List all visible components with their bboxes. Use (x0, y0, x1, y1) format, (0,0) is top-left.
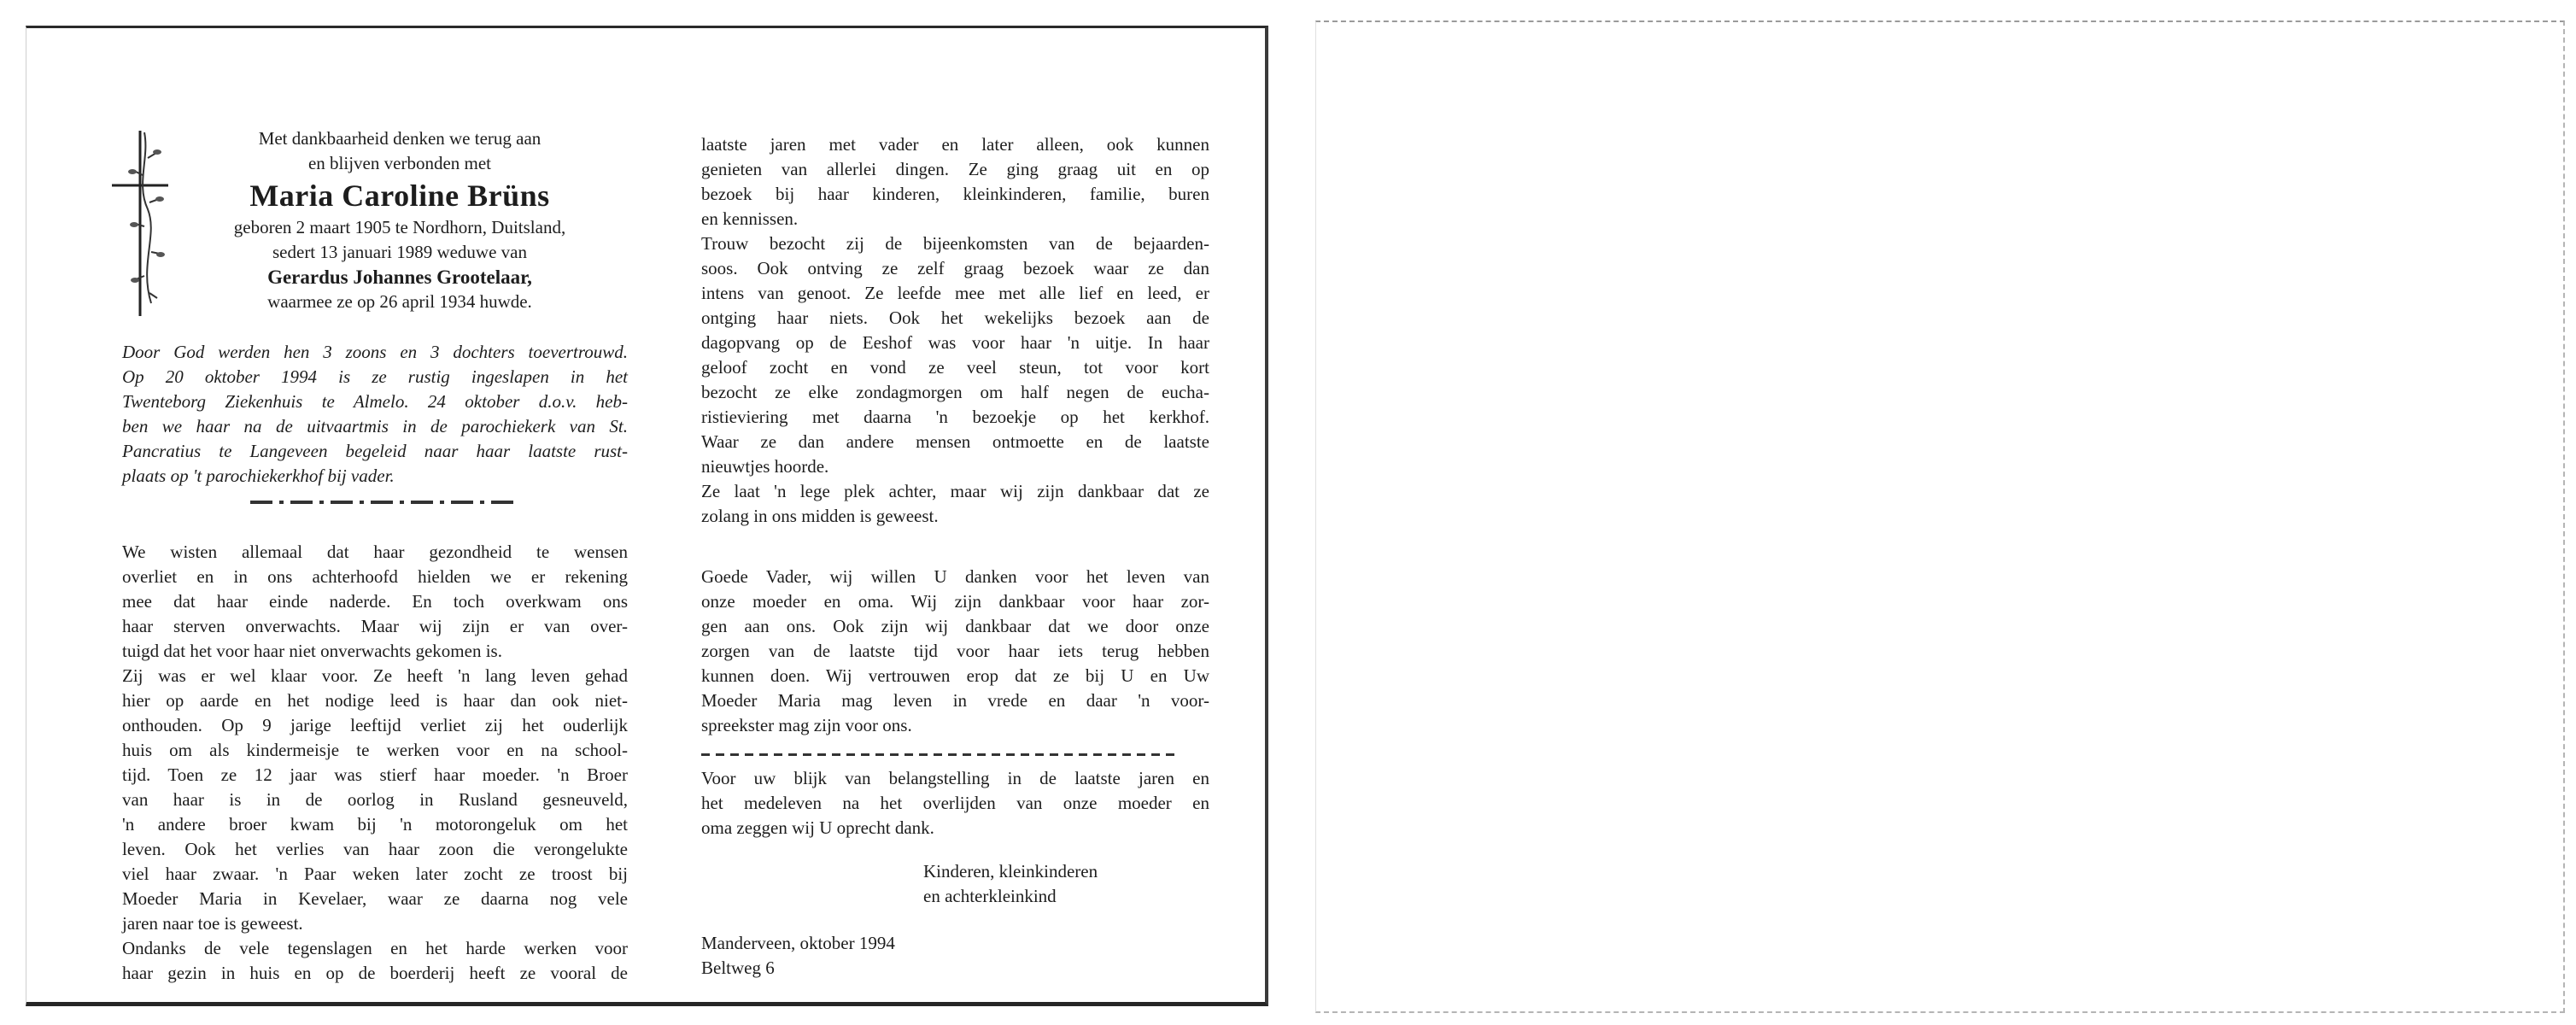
prayer-line: spreekster mag zijn voor ons. (701, 715, 912, 735)
body-line: leven. Ook het verlies van haar zoon die verongelukte (122, 839, 628, 859)
body-line: Ze laat 'n lege plek achter, maar wij zijn dankbaar dat ze (701, 481, 1209, 501)
continuation-text (701, 132, 1209, 529)
body-line: mee dat haar einde naderde. En toch overkwam ons (122, 591, 628, 612)
body-line: We wisten allemaal dat haar gezondheid te wensen (122, 542, 628, 562)
widow-line: sedert 13 januari 1989 weduwe van (272, 242, 527, 262)
thanks-text (701, 766, 1209, 840)
body-line: van haar is in de oorlog in Rusland gesneuveld, (122, 789, 628, 810)
body-line: Zij was er wel klaar voor. Ze heeft 'n lang leven gehad (122, 665, 628, 686)
memorial-card-blank-back (1315, 20, 2565, 1013)
prayer-line: zorgen van de laatste tijd voor haar iets terug hebben (701, 641, 1209, 661)
prayer-line: onze moeder en oma. Wij zijn dankbaar voor haar zor- (701, 591, 1209, 612)
body-line: laatste jaren met vader en later alleen, ook kunnen (701, 134, 1209, 155)
body-line: ristieviering met daarna 'n bezoekje op het kerkhof. (701, 407, 1209, 427)
body-line: haar gezin in huis en op de boerderij heeft ze vooral de (122, 963, 628, 983)
body-line: overliet en in ons achterhoofd hielden we er rekening (122, 566, 628, 587)
body-line: jaren naar toe is geweest. (122, 913, 303, 934)
deceased-name: Maria Caroline Brüns (249, 179, 550, 213)
body-line: Ondanks de vele tegenslagen en het harde werken voor (122, 938, 628, 958)
body-line: intens van genoot. Ze leefde mee met alle lief en leed, er (701, 283, 1209, 303)
body-line: hier op aarde en het nodige leed is haar dan ook niet- (122, 690, 628, 711)
address: Beltweg 6 (701, 958, 775, 978)
intro-line-2: en blijven verbonden met (307, 153, 492, 173)
thanks-line: Voor uw blijk van belangstelling in de laatste jaren en (701, 768, 1209, 788)
body-line: soos. Ook ontving ze zelf graag bezoek waar ze dan (701, 258, 1209, 278)
italic-line: plaats op 't parochiekerkhof bij vader. (122, 466, 395, 486)
body-line: dagopvang op de Eeshof was voor haar 'n uitje. In haar (701, 332, 1209, 353)
signoff-line: en achterkleinkind (923, 886, 1057, 906)
body-line: zolang in ons midden is geweest. (701, 506, 939, 526)
body-line: en kennissen. (701, 208, 799, 229)
family-signoff (923, 859, 1209, 909)
dashed-divider (701, 753, 1180, 756)
body-line: tijd. Toen ze 12 jaar was stierf haar moeder. 'n Broer (122, 764, 628, 785)
spouse-name: Gerardus Johannes Grootelaar, (267, 266, 532, 288)
left-column (122, 126, 628, 986)
birth-line: geboren 2 maart 1905 te Nordhorn, Duitsland, (233, 217, 566, 237)
italic-line: Pancratius te Langeveen begeleid naar haar laatste rust- (122, 441, 628, 461)
body-line: bezoek bij haar kinderen, kleinkinderen, familie, buren (701, 184, 1209, 204)
marriage-line: waarmee ze op 26 april 1934 huwde. (267, 291, 532, 312)
prayer-line: kunnen doen. Wij vertrouwen erop dat ze bij U en Uw (701, 665, 1209, 686)
place-and-address (701, 931, 1209, 981)
intro-line-1: Met dankbaarheid denken we terug aan (258, 128, 542, 149)
body-line: genieten van allerlei dingen. Ze ging graag uit en op (701, 159, 1209, 179)
body-line: onthouden. Op 9 jarige leeftijd verliet zij het ouderlijk (122, 715, 628, 735)
body-line: viel haar zwaar. 'n Paar weken later zocht ze troost bij (122, 864, 628, 884)
italic-line: Op 20 oktober 1994 is ze rustig ingeslapen in het (122, 366, 628, 387)
italic-line: ben we haar na de uitvaartmis in de parochiekerk van St. (122, 416, 628, 436)
memorial-card-inside-left (26, 26, 1268, 1006)
prayer-line: Goede Vader, wij willen U danken voor het leven van (701, 566, 1209, 587)
body-line: Trouw bezocht zij de bijeenkomsten van de bejaarden- (701, 233, 1209, 254)
body-line: haar sterven onverwachts. Maar wij zijn er van over- (122, 616, 628, 636)
body-line: 'n andere broer kwam bij 'n motorongeluk om het (122, 814, 628, 835)
signoff-line: Kinderen, kleinkinderen (923, 861, 1098, 882)
body-line: tuigd dat het voor haar niet onverwachts gekomen is. (122, 641, 502, 661)
announcement-header (195, 126, 605, 314)
body-line: ontging haar niets. Ook het wekelijks bezoek aan de (701, 308, 1209, 328)
italic-line: Door God werden hen 3 zoons en 3 dochters toevertrouwd. (122, 342, 628, 362)
thanks-line: oma zeggen wij U oprecht dank. (701, 817, 934, 838)
life-story-text (122, 540, 628, 986)
prayer-text (701, 565, 1209, 738)
body-line: huis om als kindermeisje te werken voor en na school- (122, 740, 628, 760)
body-line: bezocht ze elke zondagmorgen om half negen de eucha- (701, 382, 1209, 402)
body-line: geloof zocht en vond ze veel steun, tot voor kort (701, 357, 1209, 378)
prayer-line: gen aan ons. Ook zijn wij dankbaar dat we door onze (701, 616, 1209, 636)
right-column (701, 132, 1209, 981)
prayer-line: Moeder Maria mag leven in vrede en daar 'n voor- (701, 690, 1209, 711)
italic-line: Twenteborg Ziekenhuis te Almelo. 24 oktober d.o.v. heb- (122, 391, 628, 412)
thanks-line: het medeleven na het overlijden van onze moeder en (701, 793, 1209, 813)
body-line: Waar ze dan andere mensen ontmoette en de laatste (701, 431, 1209, 452)
italic-statement (122, 340, 628, 489)
body-line: Moeder Maria in Kevelaer, waar ze daarna nog vele (122, 888, 628, 909)
body-line: nieuwtjes hoorde. (701, 456, 829, 477)
place-date: Manderveen, oktober 1994 (701, 933, 895, 953)
